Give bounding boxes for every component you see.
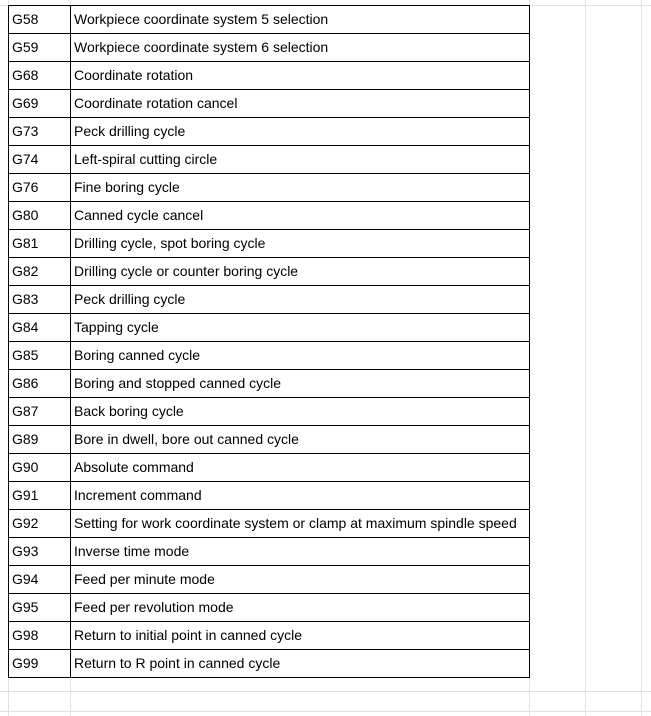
description-cell[interactable]: Tapping cycle (71, 314, 530, 342)
gcode-cell[interactable]: G58 (9, 6, 71, 34)
description-cell[interactable]: Boring canned cycle (71, 342, 530, 370)
description-cell[interactable]: Coordinate rotation (71, 62, 530, 90)
table-row (9, 650, 530, 678)
gcode-cell[interactable]: G90 (9, 454, 71, 482)
table-row (9, 62, 530, 90)
gridline (0, 691, 651, 692)
table-row (9, 482, 530, 510)
gridline (585, 0, 586, 716)
table-row (9, 538, 530, 566)
gcode-cell[interactable]: G83 (9, 286, 71, 314)
table-row (9, 426, 530, 454)
gcode-table (8, 5, 530, 678)
description-cell[interactable]: Left-spiral cutting circle (71, 146, 530, 174)
description-cell[interactable]: Boring and stopped canned cycle (71, 370, 530, 398)
gcode-cell[interactable]: G74 (9, 146, 71, 174)
table-row (9, 6, 530, 34)
gcode-cell[interactable]: G93 (9, 538, 71, 566)
table-row (9, 510, 530, 538)
gcode-cell[interactable]: G94 (9, 566, 71, 594)
gcode-cell[interactable]: G91 (9, 482, 71, 510)
gcode-cell[interactable]: G69 (9, 90, 71, 118)
description-cell[interactable]: Coordinate rotation cancel (71, 90, 530, 118)
description-cell[interactable]: Peck drilling cycle (71, 286, 530, 314)
description-cell[interactable]: Increment command (71, 482, 530, 510)
table-row (9, 230, 530, 258)
table-row (9, 454, 530, 482)
gcode-cell[interactable]: G95 (9, 594, 71, 622)
description-cell[interactable]: Return to initial point in canned cycle (71, 622, 530, 650)
table-row (9, 146, 530, 174)
description-cell[interactable]: Drilling cycle, spot boring cycle (71, 230, 530, 258)
table-row (9, 398, 530, 426)
description-cell[interactable]: Peck drilling cycle (71, 118, 530, 146)
table-row (9, 258, 530, 286)
gridline (641, 0, 642, 716)
table-row (9, 342, 530, 370)
gcode-cell[interactable]: G76 (9, 174, 71, 202)
description-cell[interactable]: Drilling cycle or counter boring cycle (71, 258, 530, 286)
gcode-cell[interactable]: G92 (9, 510, 71, 538)
gcode-cell[interactable]: G98 (9, 622, 71, 650)
table-row (9, 314, 530, 342)
description-cell[interactable]: Return to R point in canned cycle (71, 650, 530, 678)
table-row (9, 118, 530, 146)
table-row (9, 90, 530, 118)
description-cell[interactable]: Canned cycle cancel (71, 202, 530, 230)
description-cell[interactable]: Absolute command (71, 454, 530, 482)
description-cell[interactable]: Workpiece coordinate system 5 selection (71, 6, 530, 34)
description-cell[interactable]: Workpiece coordinate system 6 selection (71, 34, 530, 62)
gcode-cell[interactable]: G73 (9, 118, 71, 146)
gcode-cell[interactable]: G68 (9, 62, 71, 90)
gcode-cell[interactable]: G80 (9, 202, 71, 230)
gcode-cell[interactable]: G59 (9, 34, 71, 62)
description-cell[interactable]: Inverse time mode (71, 538, 530, 566)
table-row (9, 174, 530, 202)
gcode-cell[interactable]: G85 (9, 342, 71, 370)
description-cell[interactable]: Bore in dwell, bore out canned cycle (71, 426, 530, 454)
table-row (9, 622, 530, 650)
gcode-cell[interactable]: G84 (9, 314, 71, 342)
table-row (9, 286, 530, 314)
gcode-cell[interactable]: G99 (9, 650, 71, 678)
description-cell[interactable]: Feed per revolution mode (71, 594, 530, 622)
table-row (9, 594, 530, 622)
gridline (0, 711, 651, 712)
gcode-cell[interactable]: G81 (9, 230, 71, 258)
gcode-cell[interactable]: G89 (9, 426, 71, 454)
table-row (9, 566, 530, 594)
table-row (9, 370, 530, 398)
gcode-cell[interactable]: G82 (9, 258, 71, 286)
gcode-cell[interactable]: G86 (9, 370, 71, 398)
table-row (9, 202, 530, 230)
description-cell[interactable]: Feed per minute mode (71, 566, 530, 594)
description-cell[interactable]: Setting for work coordinate system or clamp at maximum spindle speed (71, 510, 530, 538)
gcode-cell[interactable]: G87 (9, 398, 71, 426)
description-cell[interactable]: Back boring cycle (71, 398, 530, 426)
description-cell[interactable]: Fine boring cycle (71, 174, 530, 202)
table-row (9, 34, 530, 62)
gcode-table-body (9, 6, 530, 678)
